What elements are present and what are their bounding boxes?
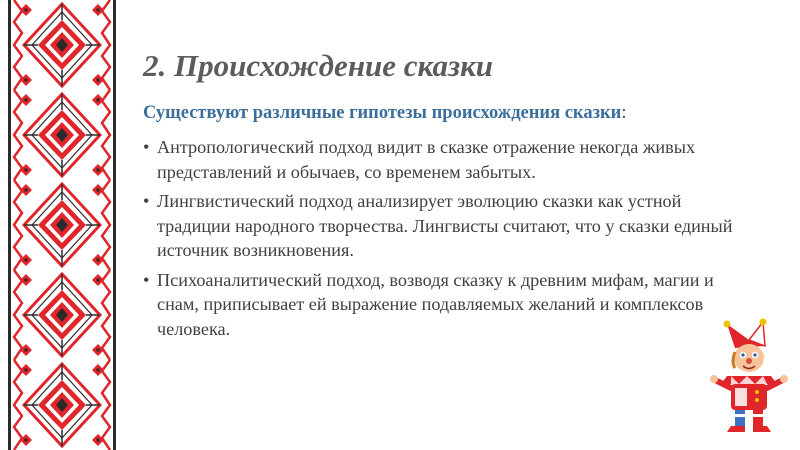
bullet-text: Антропологический подход видит в сказке отражение некогда живых представлений и обычаев, со временем забытых. — [157, 137, 696, 182]
jester-illustration — [705, 318, 789, 436]
embroidery-ornament-border — [8, 0, 116, 450]
bullet-marker: • — [143, 137, 150, 157]
slide-title: 2. Происхождение сказки — [143, 48, 494, 83]
bullet-list — [143, 135, 758, 346]
bullet-item-anthropological — [143, 135, 758, 184]
bullet-item-linguistic — [143, 189, 758, 263]
slide-subtitle — [143, 103, 626, 124]
bullet-item-psychoanalytic — [143, 268, 717, 342]
subtitle-accent: Существуют различные гипотезы происхождения сказки — [143, 103, 622, 123]
bullet-marker: • — [143, 191, 150, 211]
bullet-marker: • — [143, 269, 150, 290]
bullet-text: Психоаналитический подход, возводя сказку к древним мифам, магии и снам, приписывает ей выражение подавляемых желаний и комплексов человека. — [157, 269, 714, 339]
bullet-text: Лингвистический подход анализирует эволюцию сказки как устной традиции народного творчества. Лингвисты считают, что у сказки единый источник возникновения. — [157, 191, 733, 260]
subtitle-suffix: : — [621, 103, 627, 123]
